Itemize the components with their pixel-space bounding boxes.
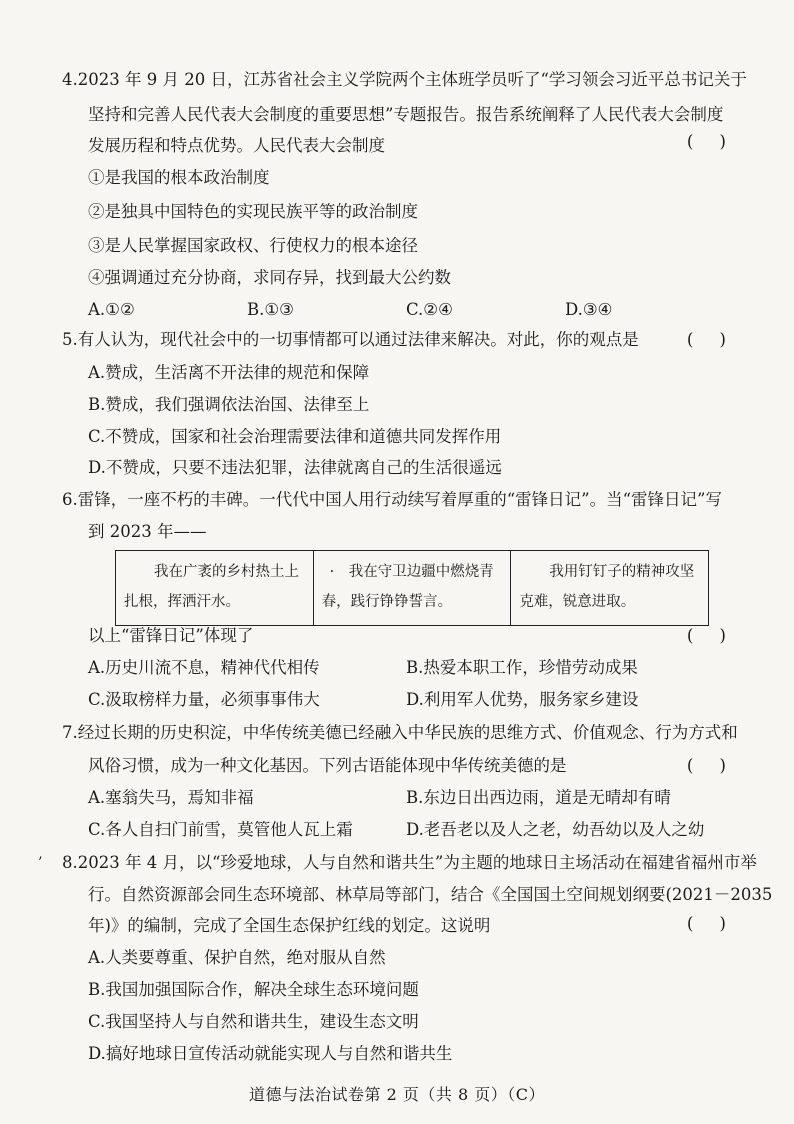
q6-option-b[interactable]: B.热爱本职工作，珍惜劳动成果 <box>406 658 638 677</box>
q4-answer-paren: ( ) <box>686 132 726 151</box>
q7-line-2: 风俗习惯，成为一种文化基因。下列古语能体现中华传统美德的是 <box>88 756 567 775</box>
q5-option-b[interactable]: B.赞成，我们强调依法治国、法律至上 <box>88 395 370 414</box>
q8-answer-paren: ( ) <box>686 914 726 933</box>
q4-line-3: 发展历程和特点优势。人民代表大会制度 <box>88 136 385 155</box>
q6-option-a[interactable]: A.历史川流不息，精神代代相传 <box>88 658 320 677</box>
diary-cell-2-line-2: 春，践行铮铮誓言。 <box>321 594 453 610</box>
diary-cell-2 <box>313 551 511 626</box>
q7-option-b[interactable]: B.东边日出西边雨，道是无晴却有晴 <box>406 788 671 807</box>
q7-line-1: 7.经过长期的历史积淀，中华传统美德已经融入中华民族的思维方式、价值观念、行为方式和 <box>62 723 738 742</box>
q8-option-a[interactable]: A.人类要尊重、保护自然，绝对服从自然 <box>88 948 386 967</box>
q5-option-a[interactable]: A.赞成，生活离不开法律的规范和保障 <box>88 363 370 382</box>
q8-line-3: 年)》的编制，完成了全国生态保护红线的划定。这说明 <box>88 916 491 935</box>
q5-stem: 5.有人认为，现代社会中的一切事情都可以通过法律来解决。对此，你的观点是 <box>62 330 639 349</box>
q4-line-2: 坚持和完善人民代表大会制度的重要思想”专题报告。报告系统阐释了人民代表大会制度 <box>88 105 724 124</box>
q6-options-row-2 <box>88 690 724 710</box>
q6-options-row-1 <box>88 658 724 678</box>
q7-options-row-1 <box>88 788 724 808</box>
diary-cell-2-line-1: · 我在守卫边疆中燃烧青 <box>329 564 494 580</box>
diary-cell-3 <box>511 551 709 626</box>
q6-answer-paren: ( ) <box>686 626 726 645</box>
q4-line-1: 4.2023 年 9 月 20 日，江苏省社会主义学院两个主体班学员听了“学习领会习近平总书记关于 <box>62 70 747 89</box>
diary-table <box>115 550 709 626</box>
q4-item-2: ②是独具中国特色的实现民族平等的政治制度 <box>88 202 418 221</box>
q4-option-a[interactable]: A.①② <box>88 300 135 319</box>
page-footer: 道德与法治试卷第 2 页（共 8 页）（C） <box>249 1085 545 1104</box>
diary-cell-1 <box>116 551 314 626</box>
diary-cell-3-line-2: 克难，锐意进取。 <box>519 594 636 610</box>
q5-option-c[interactable]: C.不赞成，国家和社会治理需要法律和道德共同发挥作用 <box>88 427 502 446</box>
q4-option-d[interactable]: D.③④ <box>565 300 613 319</box>
q7-options-row-2 <box>88 820 724 840</box>
q6-stem: 以上“雷锋日记”体现了 <box>88 626 254 645</box>
q4-options <box>88 300 724 320</box>
q4-option-c[interactable]: C.②④ <box>406 300 453 319</box>
q8-option-c[interactable]: C.我国坚持人与自然和谐共生，建设生态文明 <box>88 1012 419 1031</box>
q4-item-4: ④强调通过充分协商，求同存异，找到最大公约数 <box>88 268 451 287</box>
q7-answer-paren: ( ) <box>686 756 726 775</box>
q7-option-c[interactable]: C.各人自扫门前雪，莫管他人瓦上霜 <box>88 820 353 839</box>
q6-option-d[interactable]: D.利用军人优势，服务家乡建设 <box>406 690 639 709</box>
q8-line-2: 行。自然资源部会同生态环境部、林草局等部门，结合《全国国土空间规划纲要(2021－2035 <box>88 885 773 904</box>
q5-option-d[interactable]: D.不赞成，只要不违法犯罪，法律就离自己的生活很遥远 <box>88 458 502 477</box>
q8-option-b[interactable]: B.我国加强国际合作，解决全球生态环境问题 <box>88 980 419 999</box>
diary-cell-1-line-1: 我在广袤的乡村热土上 <box>154 564 299 580</box>
q8-line-1: 8.2023 年 4 月，以“珍爱地球，人与自然和谐共生”为主题的地球日主场活动在福建省福州市举 <box>62 853 757 872</box>
q4-item-3: ③是人民掌握国家政权、行使权力的根本途径 <box>88 236 418 255</box>
q5-answer-paren: ( ) <box>686 330 726 349</box>
diary-cell-1-line-2: 扎根，挥洒汗水。 <box>124 594 240 610</box>
q6-line-1: 6.雷锋，一座不朽的丰碑。一代代中国人用行动续写着厚重的“雷锋日记”。当“雷锋日记”写 <box>62 490 722 509</box>
q4-item-1: ①是我国的根本政治制度 <box>88 168 270 187</box>
diary-cell-3-line-1: 我用钉钉子的精神攻坚 <box>549 564 695 580</box>
stray-mark: ’ <box>38 855 43 871</box>
q7-option-a[interactable]: A.塞翁失马，焉知非福 <box>88 788 254 807</box>
q8-option-d[interactable]: D.搞好地球日宣传活动就能实现人与自然和谐共生 <box>88 1044 453 1063</box>
q6-option-c[interactable]: C.汲取榜样力量，必须事事伟大 <box>88 690 320 709</box>
q6-line-2: 到 2023 年—— <box>88 522 207 541</box>
q4-option-b[interactable]: B.①③ <box>247 300 294 319</box>
q7-option-d[interactable]: D.老吾老以及人之老，幼吾幼以及人之幼 <box>406 820 705 839</box>
